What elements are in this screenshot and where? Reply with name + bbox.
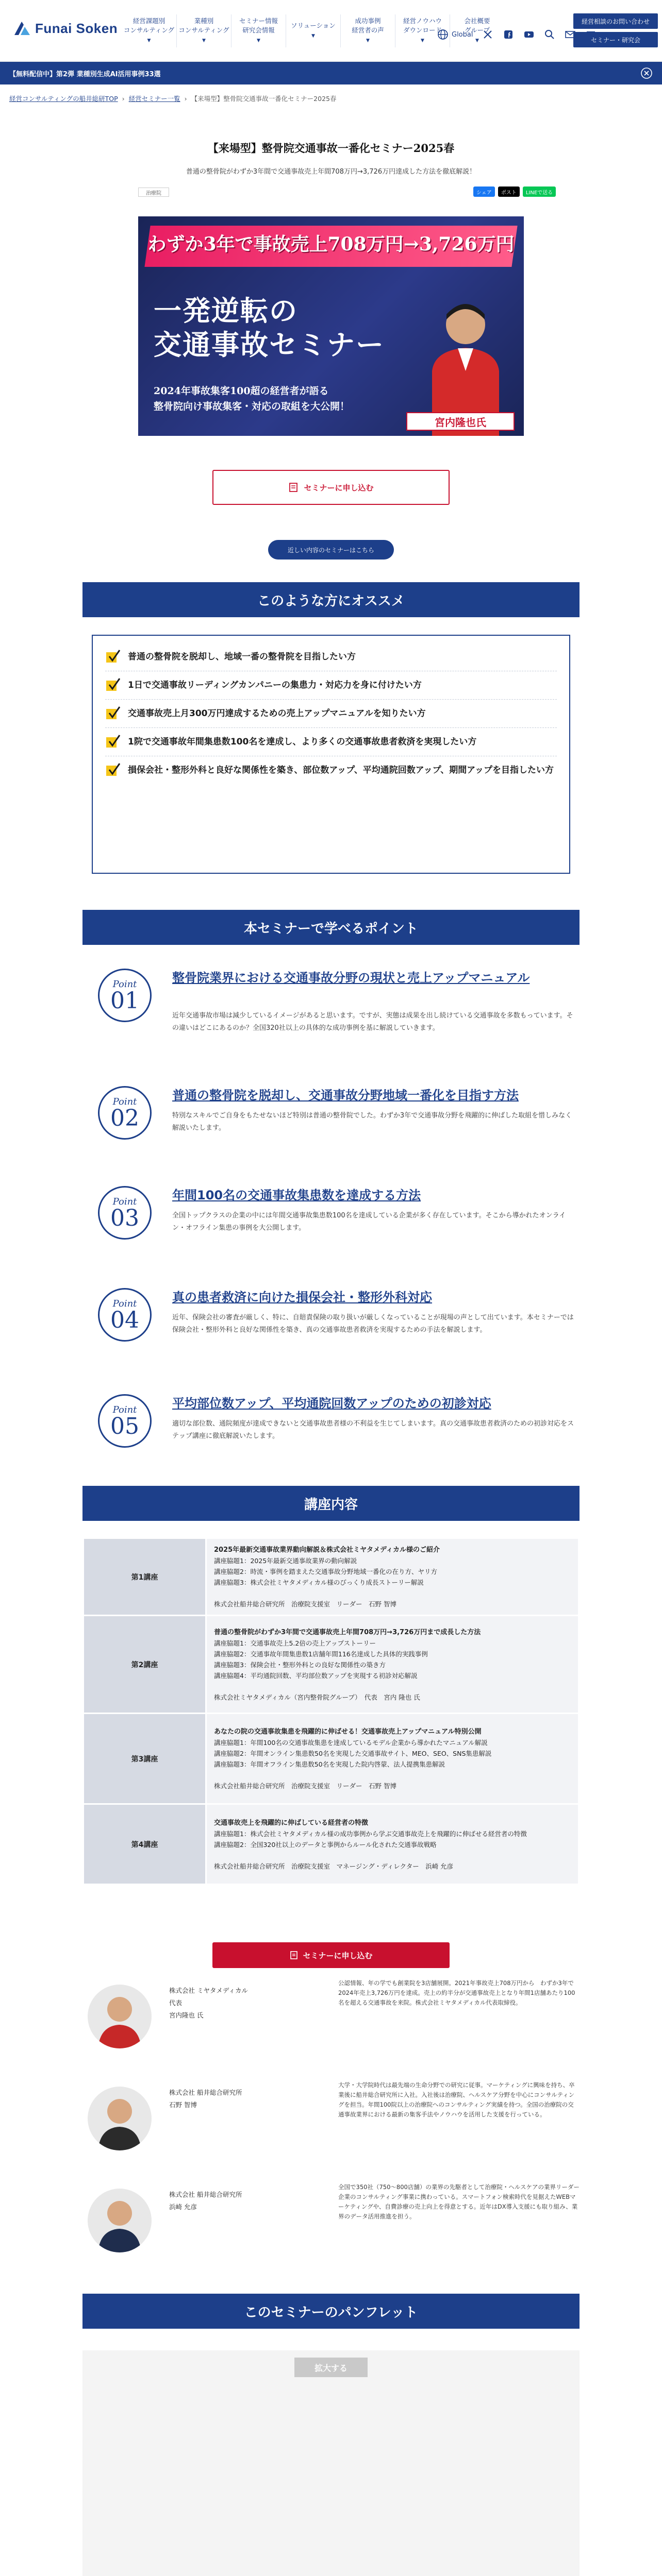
point-title: 普通の整骨院を脱却し、交通事故分野地域一番化を目指す方法 <box>172 1088 519 1103</box>
course-detail <box>206 1804 579 1885</box>
apply-label: セミナーに申し込む <box>304 483 374 493</box>
breadcrumb <box>9 94 336 103</box>
facebook-icon[interactable] <box>503 29 514 40</box>
list-item-text: 交通事故売上月300万円達成するための売上アップマニュアルを知りたい方 <box>128 708 426 719</box>
nav-label: 経営ノウハウ <box>403 17 442 25</box>
course-detail <box>206 1714 579 1804</box>
speaker-company: 株式会社 船井総合研究所 <box>169 2089 242 2096</box>
nav-label: コンサルティング <box>178 26 229 34</box>
course-line: 株式会社ミヤタメディカル（宮内整骨院グループ） 代表 宮内 隆也 氏 <box>214 1693 420 1701</box>
list-item <box>105 728 557 756</box>
header-cta-group <box>573 13 658 47</box>
point-badge <box>98 1086 152 1140</box>
hero-band-text: わずか3年で事故売上708万円→3,726万円 <box>147 233 515 255</box>
point-number: 04 <box>110 1307 139 1333</box>
check-icon <box>105 734 121 750</box>
table-row <box>84 1714 579 1804</box>
course-label: 第3講座 <box>84 1714 206 1804</box>
table-row <box>84 1616 579 1714</box>
course-line: 講座脇題1：2025年最新交通事故業界の動向解説 <box>214 1557 357 1565</box>
course-table <box>82 1537 580 1885</box>
site-header <box>0 0 662 62</box>
speaker-name: 浜崎 允彦 <box>169 2203 197 2211</box>
logo-text: Funai Soken <box>35 20 118 36</box>
search-icon[interactable] <box>544 29 555 40</box>
nav-label: 研究会情報 <box>242 26 275 34</box>
list-item <box>105 756 557 784</box>
pamphlet-heading: このセミナーのパンフレット <box>82 2294 580 2329</box>
consult-button[interactable]: 経営相談のお問い合わせ <box>573 13 658 29</box>
check-icon <box>105 649 121 665</box>
nav-solutions[interactable] <box>286 14 340 47</box>
line-share-button[interactable]: LINEで送る <box>523 187 556 197</box>
avatar <box>88 2189 152 2252</box>
facebook-share-button[interactable]: シェア <box>473 187 495 197</box>
point-title: 年間100名の交通事故集患数を達成する方法 <box>172 1188 421 1202</box>
nav-label: ダウンロード <box>403 26 442 34</box>
point-desc: 全国トップクラスの企業の中には年間交通事故集患数100名を達成している企業が多く存在しています。そこから導かれたオンライン・オフライン集患の事例を大公開します。 <box>172 1212 566 1232</box>
point-desc: 近年交通事故市場は減少しているイメージがあると思います。ですが、実態は成果を出し続けている交通事故を多数もっています。その違いはどこにあるのか？全国320社以上の具体的な成功事例を基に解説していきます。 <box>172 1012 573 1032</box>
nav-label: 成功事例 <box>355 17 381 25</box>
speaker-role: 代表 <box>169 1999 183 2007</box>
announcement-bar[interactable] <box>0 62 662 84</box>
related-seminars-button[interactable]: 近しい内容のセミナーはこちら <box>268 540 394 560</box>
chevron-down-icon: ▼ <box>257 38 260 43</box>
chevron-down-icon: ▼ <box>475 38 479 43</box>
point-number: 02 <box>110 1105 139 1131</box>
breadcrumb-separator-icon: › <box>184 94 187 103</box>
check-icon <box>105 677 121 693</box>
list-item-text: 損保会社・整形外科と良好な関係性を築き、部位数アップ、平均通院回数アップ、期間アップを目指したい方 <box>128 765 554 775</box>
course-label: 第4講座 <box>84 1804 206 1885</box>
breadcrumb-seminars[interactable]: 経営セミナー一覧 <box>128 95 180 103</box>
point-title: 平均部位数アップ、平均通院回数アップのための初診対応 <box>172 1396 491 1411</box>
point-number: 01 <box>110 987 139 1014</box>
course-line: 講座脇題2：時流・事例を踏まえた交通事故分野地域一番化の在り方、ヤリ方 <box>214 1568 437 1575</box>
point-label: Point <box>112 1196 137 1207</box>
course-line: 講座脇題3：保険会社・整形外科との良好な関係性の築き方 <box>214 1660 386 1669</box>
floating-apply-button[interactable] <box>212 1942 450 1968</box>
breadcrumb-current: 【来場型】整骨院交通事故一番化セミナー2025春 <box>191 95 337 103</box>
avatar <box>88 2087 152 2150</box>
point-badge <box>98 1288 152 1342</box>
point-number: 05 <box>110 1413 139 1439</box>
breadcrumb-separator-icon: › <box>122 94 125 103</box>
course-line: 講座脇題1：年間100名の交通事故集患を達成しているモデル企業から導かれたマニュアル解説 <box>214 1739 488 1747</box>
point-badge <box>98 1186 152 1240</box>
point-number: 03 <box>110 1205 139 1231</box>
course-line: 講座脇題2：交通事故年間集患数1店舗年間116名達成した具体的実践事例 <box>214 1650 428 1658</box>
close-icon[interactable] <box>640 67 653 79</box>
list-item-text: 1院で交通事故年間集患数100名を達成し、より多くの交通事故患者救済を実現したい方 <box>128 737 477 747</box>
x-share-button[interactable]: ポスト <box>498 187 520 197</box>
category-tag[interactable]: 治療院 <box>138 188 169 197</box>
point-title: 整骨院業界における交通事故分野の現状と売上アップマニュアル <box>172 971 530 985</box>
speaker-card <box>82 2178 580 2261</box>
course-line: 講座脇題2：年間オンライン集患数50名を実現した交通事故サイト、MEO、SEO、SNS集患解説 <box>214 1750 492 1757</box>
hero-main-line: 一発逆転の <box>154 294 298 327</box>
point-label: Point <box>112 1404 137 1415</box>
hero-sub-text <box>154 383 396 414</box>
page-title: 【来場型】整骨院交通事故一番化セミナー2025春 <box>207 142 455 155</box>
breadcrumb-home[interactable]: 経営コンサルティングの船井総研TOP <box>9 95 118 103</box>
check-icon <box>105 762 121 778</box>
list-item-text: 普通の整骨院を脱却し、地域一番の整骨院を目指したい方 <box>128 652 356 662</box>
logo-mark-icon <box>13 20 31 37</box>
zoom-button[interactable]: 拡大する <box>294 2358 368 2377</box>
course-line: 講座脇題3：株式会社ミヤタメディカル様のびっくり成長ストーリー解説 <box>214 1579 424 1586</box>
check-icon <box>105 706 121 721</box>
speaker-card <box>82 1974 580 2057</box>
course-title: 交通事故売上を飛躍的に伸ばしている経営者の特徴 <box>214 1819 369 1827</box>
point-badge <box>98 1394 152 1448</box>
course-line: 講座脇題1：交通事故売上5.2倍の売上アップストーリー <box>214 1639 376 1647</box>
point-label: Point <box>112 1298 137 1309</box>
x-twitter-icon[interactable] <box>482 29 493 40</box>
nav-label: 業種別 <box>194 17 214 25</box>
course-title: 2025年最新交通事故業界動向解説＆株式会社ミヤタメディカル様のご紹介 <box>214 1546 440 1554</box>
hero-sub-line: 整骨院向け事故集客・対応の取組を大公開！ <box>154 401 350 412</box>
apply-label: セミナーに申し込む <box>303 1951 373 1960</box>
list-item <box>105 671 557 700</box>
global-label: Global <box>452 30 473 39</box>
list-item <box>105 700 557 728</box>
nav-label: コンサルティング <box>123 26 175 34</box>
speaker-card <box>82 2076 580 2159</box>
course-title: 普通の整骨院がわずか3年間で交通事故売上年間708万円→3,726万円まで成長した方法 <box>214 1628 481 1636</box>
point-desc: 適切な部位数、通院頻度が達成できないと交通事故患者様の不利益を生じてしまいます。真の交通事故患者救済のための初診対応をステップ講座に徹底解説いたします。 <box>172 1420 574 1440</box>
chevron-down-icon: ▼ <box>421 38 424 43</box>
seminar-button[interactable]: セミナー・研究会 <box>573 32 658 47</box>
speaker-bio: 大学・大学院時代は最先端の生命分野での研究に従事。マーケティングに興味を持ち、卒業後に船井総合研究所に入社。入社後は治療院、ヘルスケア分野を中心にコンサルティングを担当。年間100院以上の治療院へのコンサルティング実績を持つ。全国の治療院の交通事故業界における最新の集客手法やノウハウを活用した支援を行っている。 <box>338 2081 575 2118</box>
nav-label: ソリューション <box>291 22 336 29</box>
share-buttons <box>473 187 556 197</box>
chevron-down-icon: ▼ <box>366 38 370 43</box>
course-detail <box>206 1616 579 1714</box>
point-desc: 近年、保険会社の審査が厳しく、特に、自賠責保険の取り扱いが厳しくなっていることが現場の声として出ています。本セミナーでは保険会社・整形外科と良好な関係性を築き、真の交通事故患者救済を実現するための手法を解説します。 <box>172 1314 574 1334</box>
hero-main-text <box>154 294 422 362</box>
hero-banner <box>138 216 524 436</box>
page-subtitle: 普通の整骨院がわずか3年間で交通事故売上年間708万円→3,726万円達成した方法を徹底解説！ <box>186 168 476 176</box>
nav-label: 経営者の声 <box>352 26 384 34</box>
hero-main-line: 交通事故セミナー <box>154 328 385 361</box>
speaker-company: 株式会社 ミヤタメディカル <box>169 1987 248 1994</box>
speaker-info <box>169 2189 308 2213</box>
speaker-bio: 全国で350社（750～800店舗）の業界の先駆者として治療院・ヘルスケアの業界リーダー企業のコンサルティング事業に携わっている。スマートフォン検索時代を見据えたWEBマーケティングや、自費診療の売上向上を得意とする。近年はDX導入支援にも取り組み、業界のデータ活用推進を担う。 <box>338 2183 580 2220</box>
course-label: 第2講座 <box>84 1616 206 1714</box>
table-row <box>84 1538 579 1616</box>
point-label: Point <box>112 978 137 990</box>
point-title: 真の患者救済に向けた損保会社・整形外科対応 <box>172 1290 432 1304</box>
document-icon <box>288 482 299 493</box>
recommend-list <box>92 635 570 874</box>
apply-seminar-button[interactable] <box>212 470 450 505</box>
nav-management-consulting[interactable] <box>122 14 176 47</box>
point-badge <box>98 969 152 1022</box>
announcement-text: 【無料配信中】第2弾 業種別生成AI活用事例33選 <box>9 70 161 78</box>
table-row <box>84 1804 579 1885</box>
nav-label: 会社概要 <box>464 17 490 25</box>
speaker-info <box>169 1985 308 2022</box>
course-line: 講座脇題1：株式会社ミヤタメディカル様の成功事例から学ぶ交通事故売上を飛躍的に伸ばせる経営者の特徴 <box>214 1829 527 1838</box>
avatar <box>88 1985 152 2048</box>
globe-icon <box>437 29 449 40</box>
nav-seminars[interactable] <box>231 14 286 47</box>
course-heading: 講座内容 <box>82 1486 580 1521</box>
hero-speaker-name: 宮内隆也氏 <box>406 412 515 431</box>
recommend-heading: このような方にオススメ <box>82 582 580 617</box>
list-item <box>105 643 557 671</box>
speaker-info <box>169 2087 308 2111</box>
hero-sub-line: 2024年事故集客100超の経営者が語る <box>154 385 329 397</box>
course-line: 株式会社船井総合研究所 治療院支援室 リーダー 石野 智博 <box>214 1600 396 1608</box>
chevron-down-icon: ▼ <box>311 33 315 39</box>
nav-label: セミナー情報 <box>239 17 278 25</box>
nav-case-studies[interactable] <box>340 14 395 47</box>
chevron-down-icon: ▼ <box>202 38 206 43</box>
speaker-name: 石野 智博 <box>169 2101 197 2109</box>
point-desc: 特別なスキルでご自身をもたせないほど特別は普通の整骨院でした。わずか3年で交通事故分野を飛躍的に伸ばした取組を惜しみなく解説いたします。 <box>172 1112 572 1132</box>
nav-label: 経営課題別 <box>133 17 166 25</box>
speaker-name: 宮内隆也 氏 <box>169 2011 204 2019</box>
list-item-text: 1日で交通事故リーディングカンパニーの集患力・対応力を身に付けたい方 <box>128 680 422 690</box>
nav-industry-consulting[interactable] <box>176 14 231 47</box>
chevron-down-icon: ▼ <box>147 38 151 43</box>
course-line: 講座脇題3：年間オフライン集患数50名を実現した院内啓蒙、法人提携集患解説 <box>214 1760 445 1768</box>
pamphlet-viewer[interactable] <box>82 2350 580 2576</box>
course-line: 講座脇題4：平均通院回数、平均部位数アップを実現する初診対応解説 <box>214 1671 418 1680</box>
course-line: 株式会社船井総合研究所 治療院支援室 リーダー 石野 智博 <box>214 1782 396 1790</box>
course-detail <box>206 1538 579 1616</box>
site-logo[interactable] <box>13 20 118 37</box>
speaker-bio: 公認情報、年の学でも創業院を3店舗展開。2021年事故売上708万円から わずか3年で2024年売上3,726万円を達成。売上の約半分が交通事故売上となり年間1店舗あたり100名を超える交通事故を来院。株式会社ミヤタメディカル代表取締役。 <box>338 1979 575 2006</box>
document-icon <box>289 1951 299 1960</box>
course-line: 株式会社船井総合研究所 治療院支援室 マネージング・ディレクター 浜崎 允彦 <box>214 1862 454 1870</box>
point-label: Point <box>112 1096 137 1107</box>
speaker-company: 株式会社 船井総合研究所 <box>169 2191 242 2198</box>
course-label: 第1講座 <box>84 1538 206 1616</box>
course-title: あなたの院の交通事故集患を飛躍的に伸ばせる！交通事故売上アップマニュアル特別公開 <box>214 1728 482 1736</box>
global-link[interactable] <box>437 29 473 40</box>
course-line: 講座脇題2：全国320社以上のデータと事例からルール化された交通事故戦略 <box>214 1840 437 1849</box>
nav-label: グループ <box>464 26 490 34</box>
points-heading: 本セミナーで学べるポイント <box>82 910 580 945</box>
youtube-icon[interactable] <box>523 29 535 40</box>
